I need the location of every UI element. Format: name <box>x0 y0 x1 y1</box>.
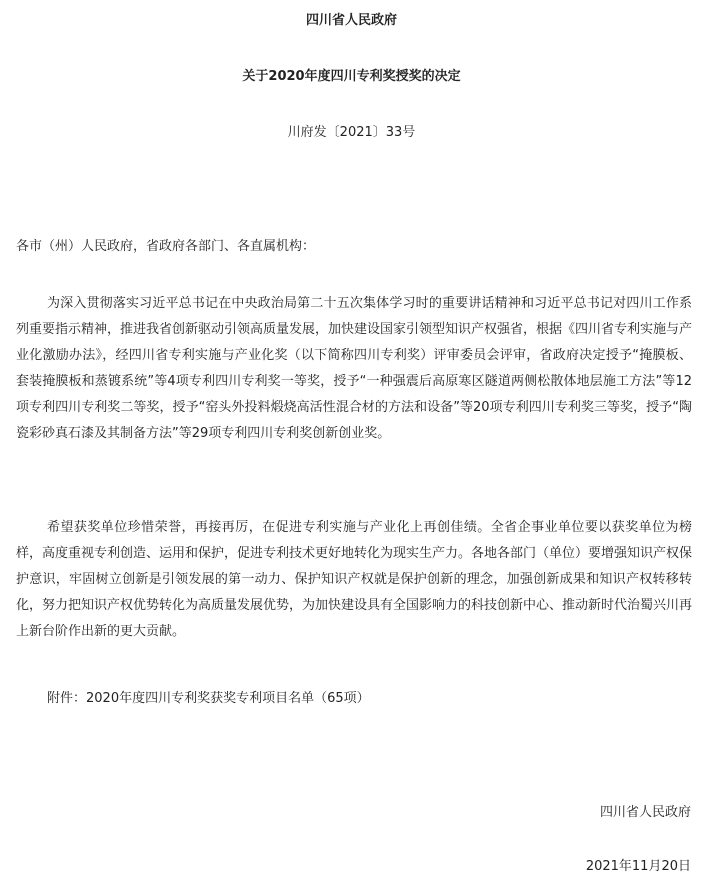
body-paragraph-1: 为深入贯彻落实习近平总书记在中央政治局第二十五次集体学习时的重要讲话精神和习近平总书记对四川工作系列重要指示精神，推进我省创新驱动引领高质量发展，加快建设国家引领型知识产权强省，根据《四川省专利实施与产业化激励办法》，经四川省专利实施与产业化奖（以下简称四川专利奖）评审委员会评审，省政府决定授予“掩膜板、套装掩膜板和蒸镀系统”等4项专利四川专利奖一等奖，授予“一种强震后高原寒区隧道两侧松散体地层施工方法”等12项专利四川专利奖二等奖，授予“窑头外投料煅烧高活性混合材的方法和设备”等20项专利四川专利奖三等奖，授予“陶瓷彩砂真石漆及其制备方法”等29项专利四川专利奖创新创业奖。 <box>16 296 693 441</box>
issue-date: 2021年11月20日 <box>585 859 691 874</box>
document-number: 川府发〔2021〕33号 <box>287 125 416 140</box>
attachment-note: 附件：2020年度四川专利奖获奖专利项目名单（65项） <box>47 691 370 706</box>
body-paragraph-2: 希望获奖单位珍惜荣誉，再接再厉，在促进专利实施与产业化上再创佳绩。全省企事业单位要以获奖单位为榜样，高度重视专利创造、运用和保护，促进专利技术更好地转化为现实生产力。各地各部门（单位）要增强知识产权保护意识，牢固树立创新是引领发展的第一动力、保护知识产权就是保护创新的理念，加强创新成果和知识产权转移转化，努力把知识产权优势转化为高质量发展优势，为加快建设具有全国影响力的科技创新中心、推动新时代治蜀兴川再上新台阶作出新的更大贡献。 <box>16 520 693 639</box>
salutation: 各市（州）人民政府，省政府各部门、各直属机构： <box>16 239 316 254</box>
document-title: 关于2020年度四川专利奖授奖的决定 <box>242 69 461 84</box>
issuer-heading: 四川省人民政府 <box>305 13 397 28</box>
signature: 四川省人民政府 <box>599 805 691 820</box>
